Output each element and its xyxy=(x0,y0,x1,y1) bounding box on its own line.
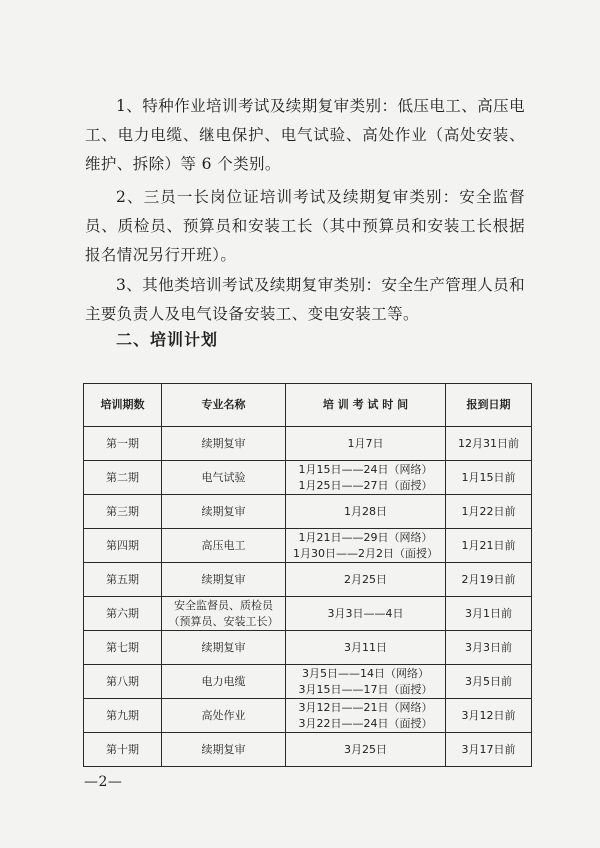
cell-time-line: 3月25日 xyxy=(344,742,387,756)
cell-time xyxy=(286,563,446,597)
cell-period: 第三期 xyxy=(84,495,162,529)
cell-time-line: 1月28日 xyxy=(344,504,387,518)
header-report-date: 报到日期 xyxy=(446,384,532,427)
cell-major xyxy=(162,631,286,665)
header-major: 专业名称 xyxy=(162,384,286,427)
cell-time xyxy=(286,665,446,699)
table-row xyxy=(84,631,532,665)
cell-time-line: 1月30日——2月2日（面授） xyxy=(293,546,438,560)
header-time: 培 训 考 试 时 间 xyxy=(286,384,446,427)
cell-time-line: 3月22日——24日（面授） xyxy=(298,716,433,730)
cell-major-line: 续期复审 xyxy=(201,742,246,756)
table-row xyxy=(84,461,532,495)
cell-period: 第二期 xyxy=(84,461,162,495)
cell-report-date: 3月3日前 xyxy=(446,631,532,665)
cell-report-date: 1月15日前 xyxy=(446,461,532,495)
cell-period: 第八期 xyxy=(84,665,162,699)
section-heading: 二、培训计划 xyxy=(116,330,219,349)
cell-time-line: 1月21日——29日（网络） xyxy=(298,530,433,544)
table-row xyxy=(84,733,532,767)
cell-major xyxy=(162,597,286,631)
cell-major-line: 高压电工 xyxy=(201,538,246,552)
cell-major-line: 续期复审 xyxy=(201,640,246,654)
training-plan-table xyxy=(83,383,532,767)
cell-major xyxy=(162,563,286,597)
cell-report-date: 12月31日前 xyxy=(446,427,532,461)
table-row xyxy=(84,427,532,461)
cell-major-line: 高处作业 xyxy=(201,708,246,722)
cell-major xyxy=(162,427,286,461)
table-row xyxy=(84,495,532,529)
cell-period: 第六期 xyxy=(84,597,162,631)
cell-major-line: 电气试验 xyxy=(201,470,246,484)
cell-time-line: 3月12日——21日（网络） xyxy=(298,700,433,714)
cell-major-line: 续期复审 xyxy=(201,504,246,518)
cell-time xyxy=(286,461,446,495)
cell-time xyxy=(286,529,446,563)
cell-time-line: 3月11日 xyxy=(344,640,387,654)
table-row xyxy=(84,665,532,699)
cell-major-line: 电力电缆 xyxy=(201,674,246,688)
cell-major xyxy=(162,665,286,699)
cell-period: 第一期 xyxy=(84,427,162,461)
cell-major-line: 续期复审 xyxy=(201,572,246,586)
table-row xyxy=(84,529,532,563)
paragraph-other-categories: 3、其他类培训考试及续期复审类别：安全生产管理人员和主要负责人及电气设备安装工、变电安装工等。 xyxy=(85,276,525,323)
paragraph-special-operations: 1、特种作业培训考试及续期复审类别：低压电工、高压电工、电力电缆、继电保护、电气试验、高处作业（高处安装、维护、拆除）等 6 个类别。 xyxy=(85,97,525,173)
cell-time-line: 1月7日 xyxy=(347,436,384,450)
table-row xyxy=(84,563,532,597)
cell-time xyxy=(286,733,446,767)
cell-period: 第九期 xyxy=(84,699,162,733)
cell-report-date: 1月22日前 xyxy=(446,495,532,529)
cell-time xyxy=(286,597,446,631)
header-period: 培训期数 xyxy=(84,384,162,427)
cell-report-date: 3月5日前 xyxy=(446,665,532,699)
cell-period: 第十期 xyxy=(84,733,162,767)
cell-major-line: 安全监督员、质检员 xyxy=(174,598,273,612)
cell-major xyxy=(162,529,286,563)
cell-report-date: 3月1日前 xyxy=(446,597,532,631)
cell-major xyxy=(162,495,286,529)
cell-period: 第五期 xyxy=(84,563,162,597)
cell-major xyxy=(162,699,286,733)
cell-time-line: 2月25日 xyxy=(344,572,387,586)
cell-time xyxy=(286,495,446,529)
cell-period: 第七期 xyxy=(84,631,162,665)
cell-time xyxy=(286,699,446,733)
table-header-row xyxy=(84,384,532,427)
cell-time xyxy=(286,631,446,665)
cell-time xyxy=(286,427,446,461)
cell-major xyxy=(162,461,286,495)
cell-time-line: 3月15日——17日（面授） xyxy=(298,682,433,696)
cell-report-date: 3月12日前 xyxy=(446,699,532,733)
cell-major xyxy=(162,733,286,767)
paragraph-three-staff-one-leader: 2、三员一长岗位证培训考试及续期复审类别：安全监督员、质检员、预算员和安装工长（其中预算员和安装工长根据报名情况另行开班）。 xyxy=(85,188,525,264)
cell-report-date: 2月19日前 xyxy=(446,563,532,597)
table-body xyxy=(84,427,532,767)
cell-major-line: 续期复审 xyxy=(201,436,246,450)
cell-time-line: 1月15日——24日（网络） xyxy=(298,462,433,476)
cell-period: 第四期 xyxy=(84,529,162,563)
cell-report-date: 3月17日前 xyxy=(446,733,532,767)
table-row xyxy=(84,699,532,733)
page-number: —2— xyxy=(84,774,123,790)
table-row xyxy=(84,597,532,631)
cell-major-line: （预算员、安装工长） xyxy=(168,614,279,628)
cell-time-line: 1月25日——27日（面授） xyxy=(298,478,433,492)
cell-time-line: 3月3日——4日 xyxy=(327,606,404,620)
cell-time-line: 3月5日——14日（网络） xyxy=(302,666,429,680)
cell-report-date: 1月21日前 xyxy=(446,529,532,563)
